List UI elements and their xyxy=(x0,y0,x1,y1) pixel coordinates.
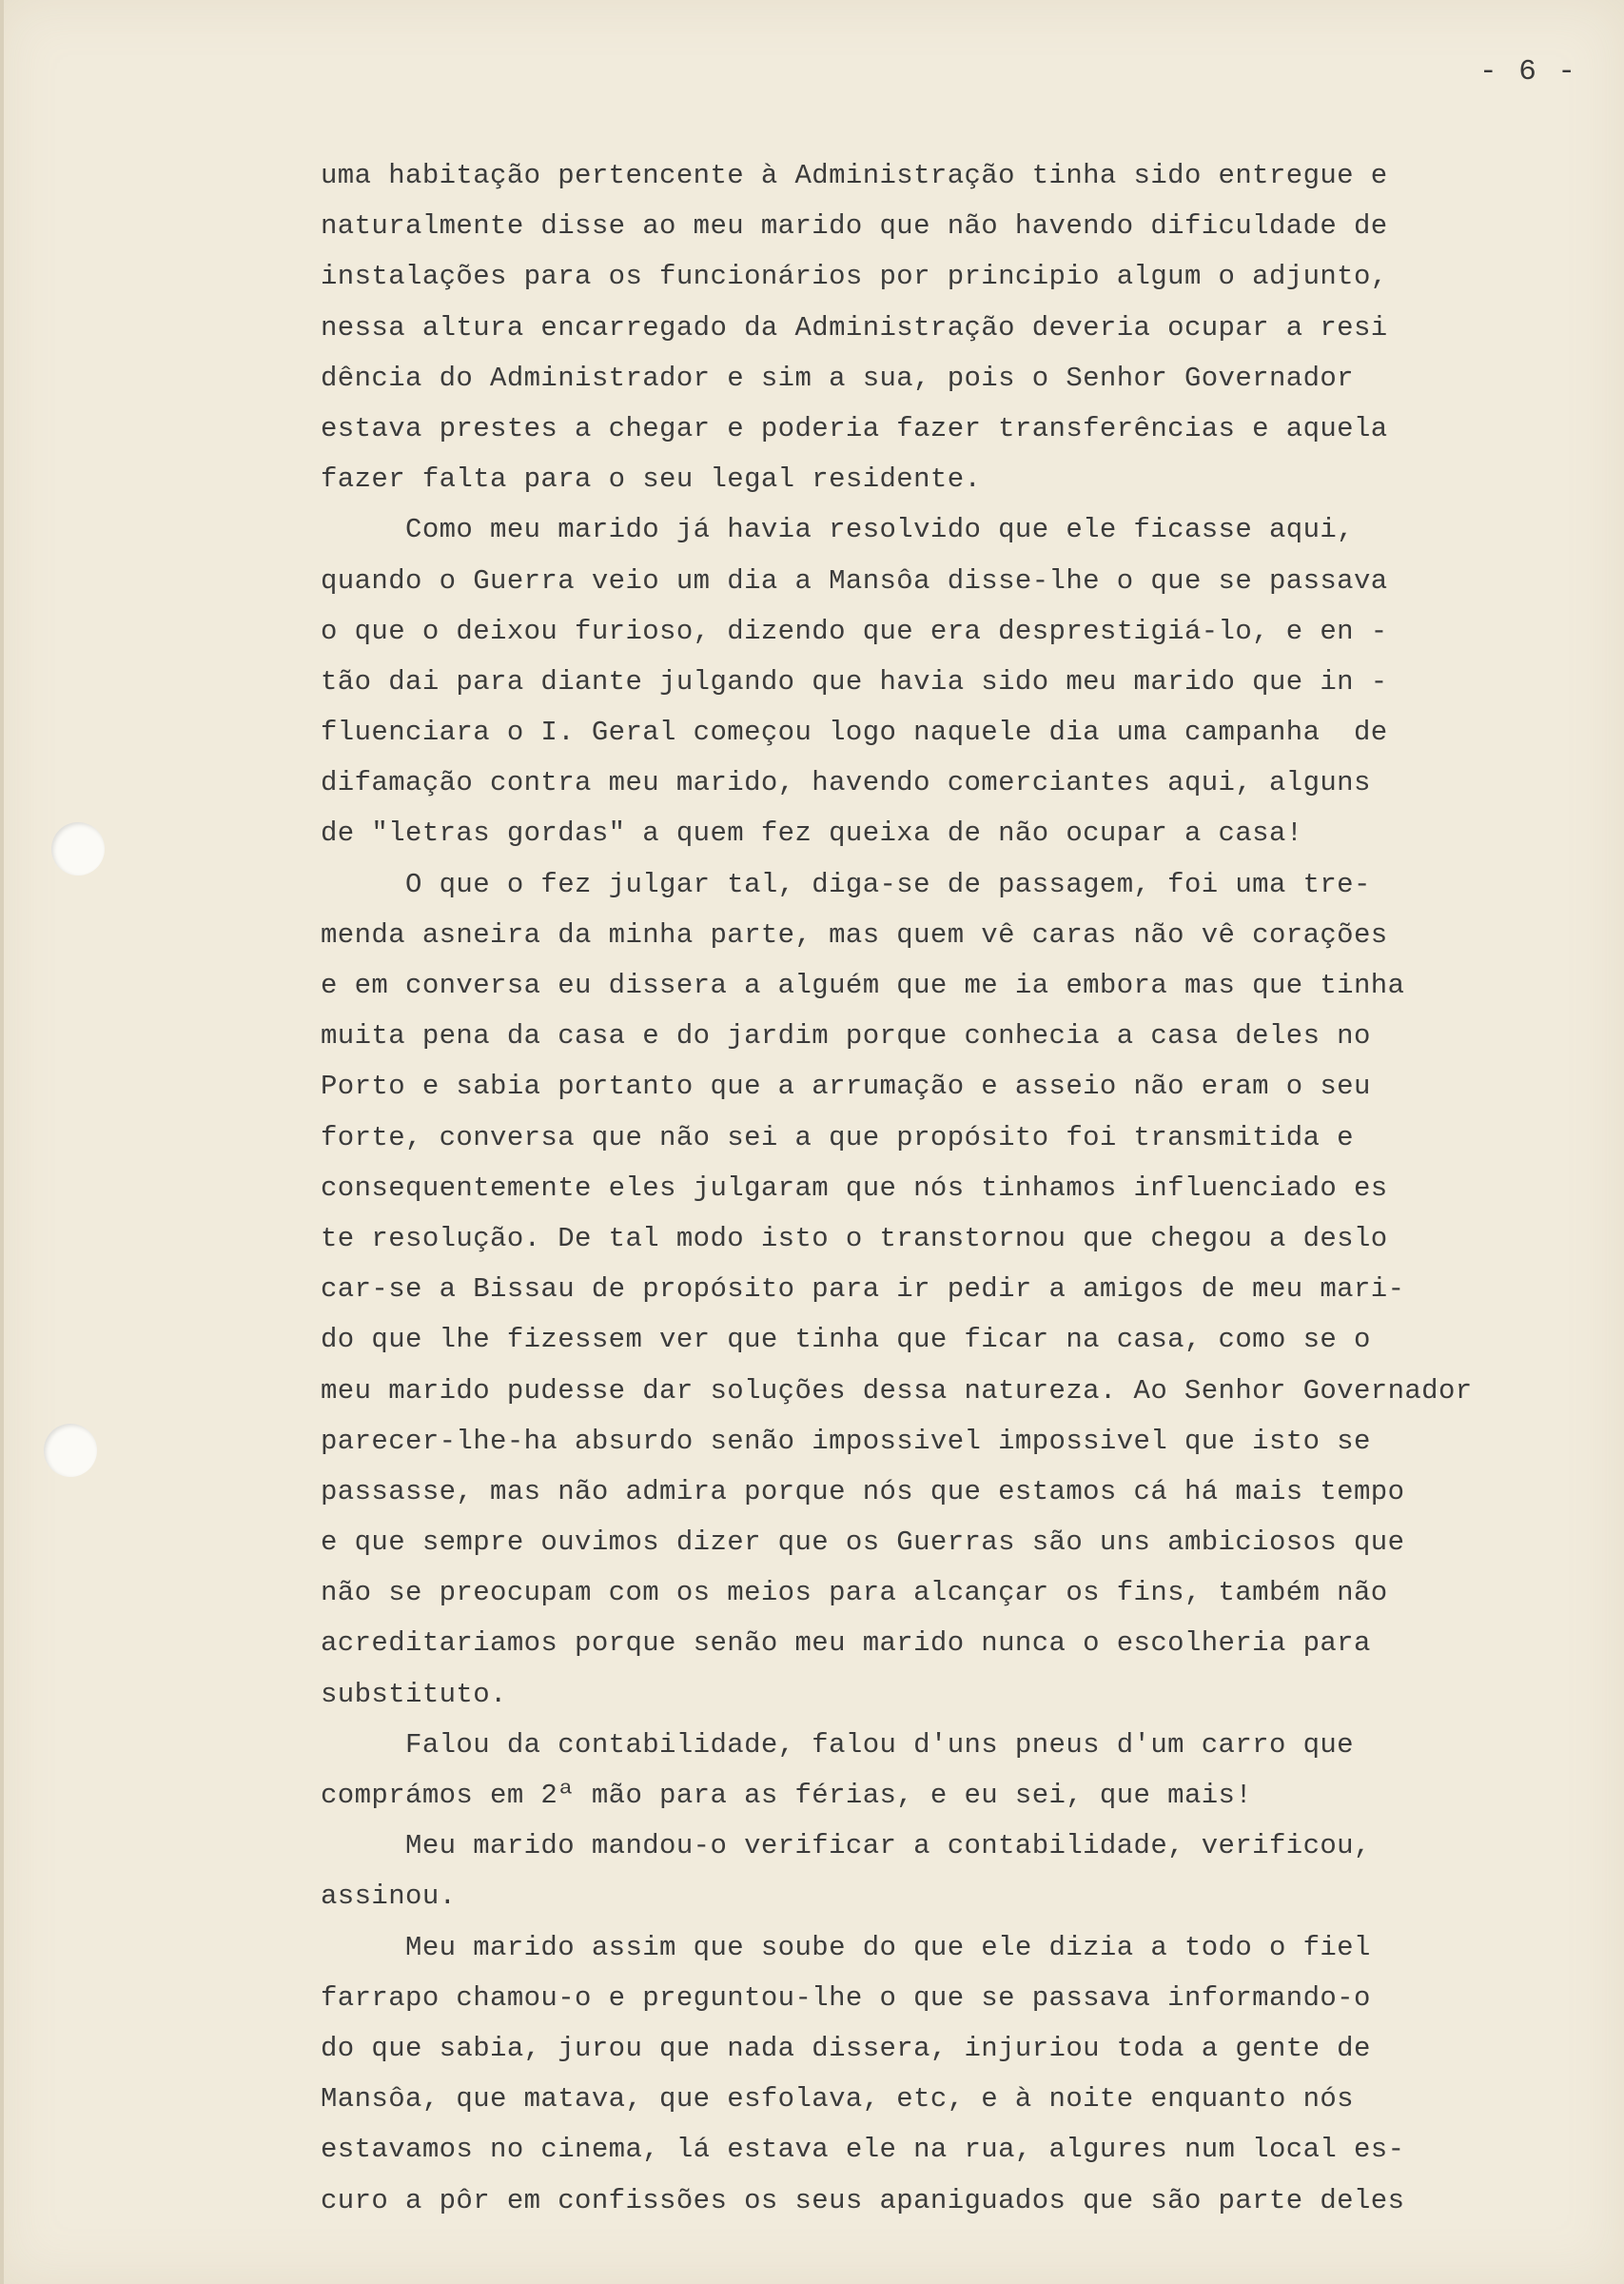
text-line: Porto e sabia portanto que a arrumação e asseio não eram o seu xyxy=(321,1071,1371,1103)
text-line: difamação contra meu marido, havendo comerciantes aqui, alguns xyxy=(321,767,1371,799)
text-line: Como meu marido já havia resolvido que ele ficasse aqui, xyxy=(321,514,1354,546)
text-line: acreditariamos porque senão meu marido nunca o escolheria para xyxy=(321,1627,1371,1660)
text-line: assinou. xyxy=(321,1880,457,1913)
text-line: muita pena da casa e do jardim porque conhecia a casa deles no xyxy=(321,1020,1371,1053)
text-line: tão dai para diante julgando que havia sido meu marido que in - xyxy=(321,665,1388,698)
text-line: Meu marido assim que soube do que ele dizia a todo o fiel xyxy=(321,1931,1371,1963)
text-line: estavamos no cinema, lá estava ele na rua, algures num local es- xyxy=(321,2134,1405,2166)
text-line: comprámos em 2ª mão para as férias, e eu sei, que mais! xyxy=(321,1780,1253,1811)
text-line: car-se a Bissau de propósito para ir pedir a amigos de meu mari- xyxy=(321,1273,1405,1306)
text-line: menda asneira da minha parte, mas quem vê caras não vê corações xyxy=(321,918,1388,951)
page-number: - 6 - xyxy=(1479,55,1578,89)
punch-hole xyxy=(51,822,105,876)
text-line: dência do Administrador e sim a sua, pois o Senhor Governador xyxy=(321,362,1354,394)
text-line: parecer-lhe-ha absurdo senão impossivel impossivel que isto se xyxy=(321,1425,1371,1457)
text-line: não se preocupam com os meios para alcançar os fins, também não xyxy=(321,1577,1388,1609)
text-line: Meu marido mandou-o verificar a contabilidade, verificou, xyxy=(321,1830,1371,1862)
text-line: Mansôa, que matava, que esfolava, etc, e à noite enquanto nós xyxy=(321,2083,1354,2116)
text-line: fluenciara o I. Geral começou logo naquele dia uma campanha de xyxy=(321,717,1388,749)
text-line: instalações para os funcionários por principio algum o adjunto, xyxy=(321,261,1388,293)
text-line: te resolução. De tal modo isto o transtornou que chegou a deslo xyxy=(321,1222,1388,1254)
text-line: consequentemente eles julgaram que nós tinhamos influenciado es xyxy=(321,1172,1388,1204)
text-line: estava prestes a chegar e poderia fazer transferências e aquela xyxy=(321,412,1388,444)
text-line: meu marido pudesse dar soluções dessa natureza. Ao Senhor Governador xyxy=(321,1374,1473,1407)
text-line: passasse, mas não admira porque nós que estamos cá há mais tempo xyxy=(321,1475,1405,1507)
text-line: O que o fez julgar tal, diga-se de passagem, foi uma tre- xyxy=(321,868,1371,900)
text-line: uma habitação pertencente à Administração tinha sido entregue e xyxy=(321,160,1388,191)
text-line: do que lhe fizessem ver que tinha que ficar na casa, como se o xyxy=(321,1324,1371,1356)
text-line: forte, conversa que não sei a que propósito foi transmitida e xyxy=(321,1121,1354,1153)
text-line: naturalmente disse ao meu marido que não havendo dificuldade de xyxy=(321,210,1388,243)
text-line: curo a pôr em confissões os seus apaniguados que são parte deles xyxy=(321,2184,1405,2216)
text-line: Falou da contabilidade, falou d'uns pneus d'um carro que xyxy=(321,1728,1354,1761)
page-edge xyxy=(0,0,4,2284)
text-line: de "letras gordas" a quem fez queixa de não ocupar a casa! xyxy=(321,817,1303,850)
text-line: do que sabia, jurou que nada dissera, injuriou toda a gente de xyxy=(321,2032,1371,2064)
text-line: farrapo chamou-o e preguntou-lhe o que se passava informando-o xyxy=(321,1981,1371,2014)
punch-hole xyxy=(44,1424,97,1477)
text-line: nessa altura encarregado da Administração deveria ocupar a resi xyxy=(321,311,1388,344)
text-line: e em conversa eu dissera a alguém que me ia embora mas que tinha xyxy=(321,970,1405,1001)
text-line: e que sempre ouvimos dizer que os Guerras são uns ambiciosos que xyxy=(321,1526,1405,1559)
typewritten-text xyxy=(321,150,1586,2226)
text-line: o que o deixou furioso, dizendo que era desprestigiá-lo, e en - xyxy=(321,615,1388,647)
text-line: quando o Guerra veio um dia a Mansôa disse-lhe o que se passava xyxy=(321,564,1388,597)
text-line: fazer falta para o seu legal residente. xyxy=(321,463,982,496)
text-line: substituto. xyxy=(321,1678,507,1710)
